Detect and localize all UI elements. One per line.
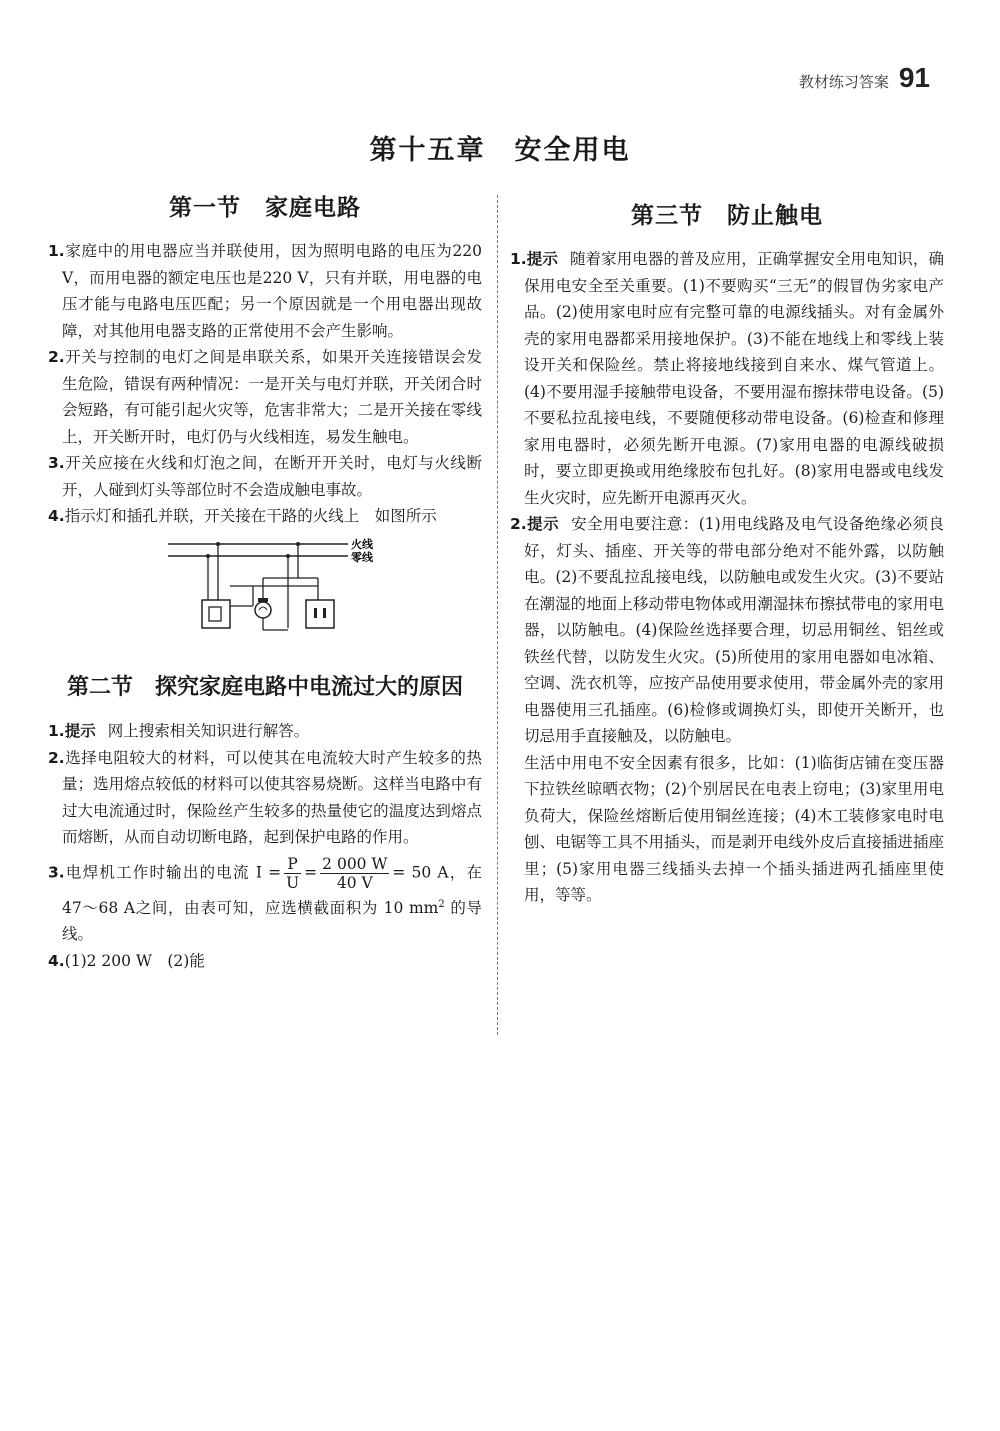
hint-label: 提示 bbox=[526, 250, 558, 268]
fraction-p-over-u bbox=[284, 855, 301, 892]
s1-item-4 bbox=[48, 503, 482, 530]
circuit-diagram bbox=[158, 538, 482, 647]
hint-label: 提示 bbox=[526, 515, 560, 533]
item-text: 开关应接在火线和灯泡之间，在断开开关时，电灯与火线断开，人碰到灯头等部位时不会造成触电事故。 bbox=[62, 454, 482, 499]
fraction-power-over-voltage bbox=[320, 855, 389, 892]
fraction-denominator: 40 V bbox=[336, 873, 373, 892]
s3-item-2 bbox=[510, 511, 944, 750]
s2-item-4 bbox=[48, 948, 482, 975]
item-number: 3. bbox=[48, 863, 65, 881]
item-number: 1. bbox=[510, 250, 527, 268]
section-2-title: 第二节 探究家庭电路中电流过大的原因 bbox=[66, 675, 463, 700]
page-number: 91 bbox=[898, 62, 930, 93]
right-column bbox=[510, 196, 944, 909]
item-text: 随着家用电器的普及应用，正确掌握安全用电知识，确保用电安全至关重要。(1)不要购买“三无”的假冒伪劣家电产品。(2)使用家电时应有完整可靠的电源线插头。对有金属外壳的家用电器都采用接地保护。(3)不能在地线上和零线上装设开关和保险丝。禁止将接地线接到自来水、煤气管道上。(4)不要用湿手接触带电设备，不要用湿布擦抹带电设备。(5)不要私拉乱接电线，不要随便移动带电设备。(6)检查和修理家用电器时，必须先断开电源。(7)家用电器的电源线破损时，要立即更换或用绝缘胶布包扎好。(8)家用电器或电线发生火灾时，应先断开电源再灭火。 bbox=[524, 250, 944, 507]
item-text: 选择电阻较大的材料，可以使其在电流较大时产生较多的热量；选用熔点较低的材料可以使其容易烧断。这样当电路中有过大电流通过时，保险丝产生较多的热量使它的温度达到熔点而熔断，从而自动切断电路，起到保护电路的作用。 bbox=[62, 748, 482, 846]
s2-item-2 bbox=[48, 745, 482, 851]
s2-item-1 bbox=[48, 718, 482, 745]
formula-result: = 50 A，在 47～68 A之间，由表可知，应选横截面积为 10 mm bbox=[62, 863, 483, 917]
neutral-wire-label: 零线 bbox=[351, 550, 373, 564]
item-text: 网上搜索相关知识进行解答。 bbox=[107, 722, 310, 740]
item-number: 1. bbox=[48, 722, 65, 740]
formula-lead: 电焊机工作时输出的电流 I = bbox=[64, 863, 282, 881]
s1-item-2 bbox=[48, 344, 482, 450]
fraction-numerator: P bbox=[284, 855, 301, 874]
item-text: 开关与控制的电灯之间是串联关系，如果开关连接错误会发生危险，错误有两种情况：一是开关与电灯并联，开关闭合时会短路，有可能引起火灾等，危害非常大；二是开关接在零线上，开关断开时，电灯仍与火线相连，易发生触电。 bbox=[62, 348, 482, 446]
item-text: 家庭中的用电器应当并联使用，因为照明电路的电压为220 V，而用电器的额定电压也是220 V，只有并联，用电器的电压才能与电路电压匹配；另一个原因就是一个用电器出现故障，对其他用电器支路的正常使用不会产生影响。 bbox=[62, 242, 482, 340]
s1-item-1 bbox=[48, 238, 482, 344]
page-header bbox=[799, 62, 930, 94]
item-number: 1. bbox=[48, 242, 65, 260]
s1-item-3 bbox=[48, 450, 482, 503]
item-number: 2. bbox=[510, 515, 527, 533]
chapter-title: 第十五章 安全用电 bbox=[369, 135, 631, 166]
live-wire-label: 火线 bbox=[351, 537, 373, 551]
item-text: 指示灯和插孔并联，开关接在干路的火线上 如图所示 bbox=[64, 507, 437, 525]
item-number: 4. bbox=[48, 507, 65, 525]
s3-extra-paragraph: 生活中用电不安全因素有很多，比如：(1)临街店铺在变压器下拉铁丝晾晒衣物；(2)个别居民在电表上窃电；(3)家里用电负荷大，保险丝熔断后使用铜丝连接；(4)木工装修家电时电刨、电锯等工具不用插头，而是剥开电线外皮后直接插进插座里；(5)家用电器三线插头去掉一个插头插进两孔插座里使用，等等。 bbox=[524, 753, 944, 904]
superscript: 2 bbox=[438, 898, 445, 910]
circuit-svg bbox=[158, 538, 398, 638]
fraction-denominator: U bbox=[286, 873, 300, 892]
formula-tail: 的导线。 bbox=[62, 898, 482, 944]
socket-icon bbox=[306, 600, 334, 628]
s3-item-1 bbox=[510, 246, 944, 511]
section-1-title: 第一节 家庭电路 bbox=[169, 195, 361, 221]
s2-item-3 bbox=[48, 855, 482, 948]
column-divider bbox=[497, 195, 498, 1035]
hint-label: 提示 bbox=[64, 722, 96, 740]
item-number: 4. bbox=[48, 951, 65, 970]
header-label: 教材练习答案 bbox=[798, 73, 889, 91]
item-number: 2. bbox=[48, 348, 65, 366]
item-number: 2. bbox=[48, 748, 65, 767]
left-column bbox=[48, 188, 482, 974]
item-number: 3. bbox=[48, 454, 65, 472]
section-3-title: 第三节 防止触电 bbox=[631, 203, 823, 229]
equals-sign: = bbox=[304, 863, 318, 881]
item-text: 安全用电要注意：(1)用电线路及电气设备绝缘必须良好，灯头、插座、开关等的带电部分绝对不能外露，以防触电。(2)不要乱拉乱接电线，以防触电或发生火灾。(3)不要站在潮湿的地面上移动带电物体或用潮湿抹布擦拭带电的家用电器，以防触电。(4)保险丝选择要合理，切忌用铜丝、铝丝或铁丝代替，以防发生火灾。(5)所使用的家用电器如电冰箱、空调、洗衣机等，应按产品使用要求使用，带金属外壳的家用电器使用三孔插座。(6)检修或调换灯头，即使开关断开，也切忌用手直接触及，以防触电。 bbox=[524, 515, 944, 745]
fraction-numerator: 2 000 W bbox=[322, 854, 388, 873]
lamp-icon bbox=[255, 602, 271, 618]
switch-box bbox=[202, 600, 230, 628]
item-text: (1)2 200 W (2)能 bbox=[64, 951, 205, 970]
